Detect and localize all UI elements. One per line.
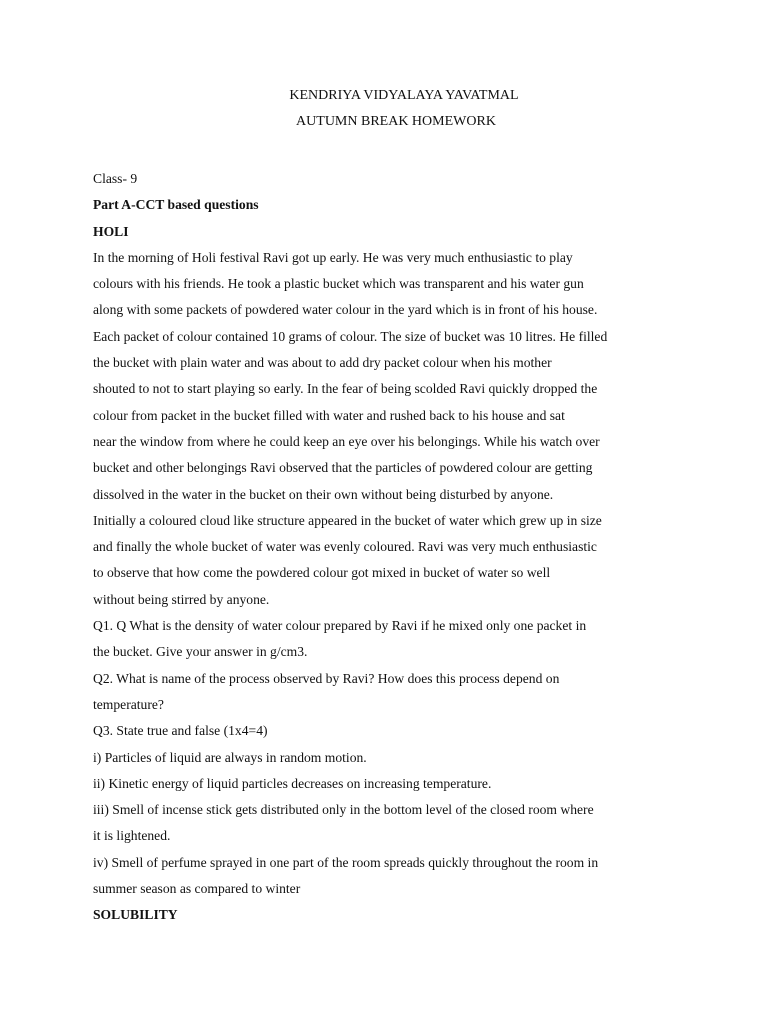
part-heading: Part A-CCT based questions [93, 197, 259, 213]
section-heading-solubility: SOLUBILITY [93, 907, 178, 923]
passage-line: colours with his friends. He took a plastic bucket which was transparent and his water gun [93, 276, 584, 292]
question-line: i) Particles of liquid are always in random motion. [93, 749, 367, 765]
question-line: it is lightened. [93, 828, 171, 844]
passage-line: to observe that how come the powdered colour got mixed in bucket of water so well [93, 565, 551, 581]
question-line: iii) Smell of incense stick gets distributed only in the bottom level of the closed room where [93, 802, 594, 818]
class-label: Class- 9 [93, 171, 138, 186]
passage-line: and finally the whole bucket of water was evenly coloured. Ravi was very much enthusiastic [93, 539, 597, 555]
school-name: KENDRIYA VIDYALAYA YAVATMAL [289, 88, 519, 103]
question-line: temperature? [93, 696, 164, 712]
passage-line: the bucket with plain water and was about to add dry packet colour when his mother [93, 355, 552, 371]
document-body [93, 166, 753, 929]
document-title: AUTUMN BREAK HOMEWORK [296, 114, 496, 129]
section-heading-holi: HOLI [93, 223, 129, 239]
question-line: Q1. Q What is the density of water colour prepared by Ravi if he mixed only one packet in [93, 618, 587, 634]
passage-line: along with some packets of powdered water colour in the yard which is in front of his house. [93, 302, 598, 318]
passage-line: colour from packet in the bucket filled with water and rushed back to his house and sat [93, 407, 565, 423]
passage-line: In the morning of Holi festival Ravi got up early. He was very much enthusiastic to play [93, 249, 573, 265]
question-line: iv) Smell of perfume sprayed in one part of the room spreads quickly throughout the room in [93, 854, 599, 870]
passage-line: near the window from where he could keep an eye over his belongings. While his watch over [93, 433, 600, 449]
passage-line: bucket and other belongings Ravi observed that the particles of powdered colour are getting [93, 460, 593, 476]
passage-line: dissolved in the water in the bucket on their own without being disturbed by anyone. [93, 486, 554, 502]
question-line: ii) Kinetic energy of liquid particles decreases on increasing temperature. [93, 775, 492, 791]
passage-line: Each packet of colour contained 10 grams of colour. The size of bucket was 10 litres. He filled [93, 328, 608, 344]
question-line: summer season as compared to winter [93, 881, 301, 897]
passage-line: Initially a coloured cloud like structure appeared in the bucket of water which grew up in size [93, 512, 602, 528]
question-line: the bucket. Give your answer in g/cm3. [93, 644, 308, 660]
question-line: Q2. What is name of the process observed by Ravi? How does this process depend on [93, 670, 560, 686]
passage-line: without being stirred by anyone. [93, 591, 270, 607]
passage-line: shouted to not to start playing so early. In the fear of being scolded Ravi quickly dropped the [93, 381, 598, 397]
question-line: Q3. State true and false (1x4=4) [93, 723, 268, 739]
